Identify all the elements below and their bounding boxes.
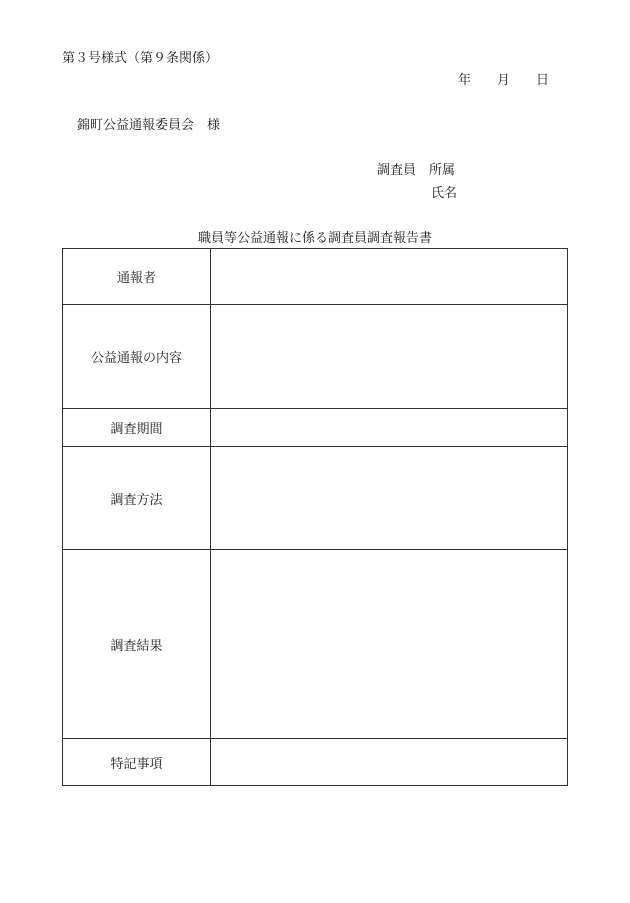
table-row-report-content — [63, 305, 568, 409]
date-year-label: 年 — [458, 73, 472, 88]
row-value-investigation-result[interactable] — [211, 550, 568, 739]
date-day-label: 日 — [536, 73, 550, 88]
table-row-special-notes — [63, 739, 568, 786]
table-row-investigation-period — [63, 409, 568, 447]
form-number: 第３号様式（第９条関係） — [62, 51, 219, 66]
report-table — [62, 248, 568, 786]
addressee: 錦町公益通報委員会 様 — [77, 118, 221, 133]
row-value-investigation-period[interactable] — [211, 409, 568, 447]
row-value-reporter[interactable] — [211, 249, 568, 305]
row-value-investigation-method[interactable] — [211, 447, 568, 550]
row-label-report-content: 公益通報の内容 — [63, 305, 211, 409]
table-row-investigation-method — [63, 447, 568, 550]
row-label-special-notes: 特記事項 — [63, 739, 211, 786]
row-label-reporter: 通報者 — [63, 249, 211, 305]
row-value-special-notes[interactable] — [211, 739, 568, 786]
row-label-investigation-period: 調査期間 — [63, 409, 211, 447]
table-row-investigation-result — [63, 550, 568, 739]
table-row-reporter — [63, 249, 568, 305]
date-month-label: 月 — [497, 73, 511, 88]
investigator-name-label: 氏名 — [431, 186, 458, 201]
document-title: 職員等公益通報に係る調査員調査報告書 — [197, 231, 432, 246]
row-label-investigation-result: 調査結果 — [63, 550, 211, 739]
investigator-affiliation-label: 調査員 所属 — [377, 163, 456, 178]
row-value-report-content[interactable] — [211, 305, 568, 409]
row-label-investigation-method: 調査方法 — [63, 447, 211, 550]
date-line — [458, 74, 549, 87]
